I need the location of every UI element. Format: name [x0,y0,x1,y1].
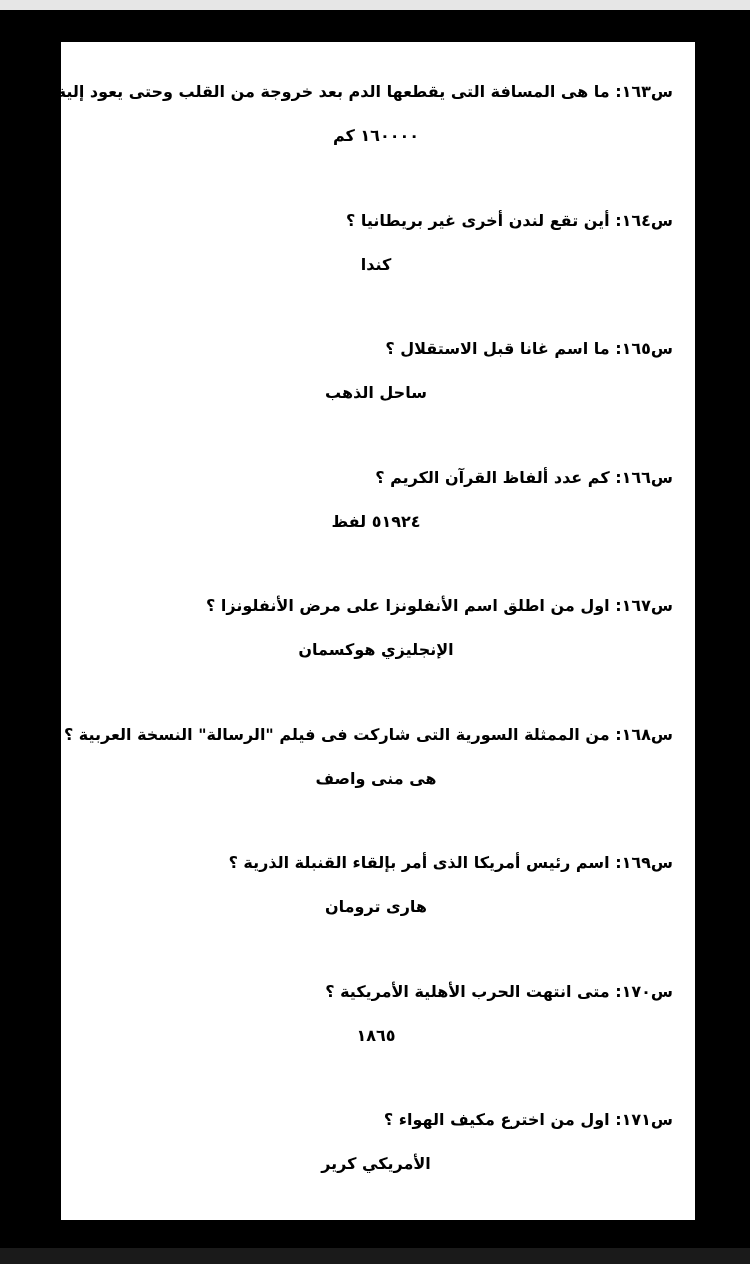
qa-item [79,980,673,1109]
qa-item [63,723,673,852]
question-text: س١٦٤: أين تقع لندن أخرى غير بريطانيا ؟ [346,210,673,230]
answer-text: ساحل الذهب [325,383,427,402]
document-page [5,42,695,1220]
answer-text: الإنجليزي هوكسمان [298,640,454,659]
answer-text: هارى ترومان [324,897,428,916]
qa-item [79,337,673,466]
answer-text: ١٨٦٥ [356,1025,396,1045]
qa-item [5,80,673,209]
answer-text: ١٦٠٠٠٠ كم [332,126,419,145]
answer-text: الأمريكي كرير [321,1154,431,1173]
question-text: س١٦٨: من الممثلة السورية التى شاركت فى فيلم "الرسالة" النسخة العربية ؟ [63,724,673,744]
answer-text: هى منى واصف [315,768,437,788]
top-status-strip [0,0,750,10]
qa-item [79,466,673,595]
question-text: س١٦٥: ما اسم غانا قبل الاستقلال ؟ [385,339,673,358]
question-text: س١٦٧: اول من اطلق اسم الأنفلونزا على مرض الأنفلونزا ؟ [206,596,673,615]
qa-item [79,594,673,723]
question-text: س١٦٦: كم عدد ألفاظ القرآن الكريم ؟ [375,467,673,487]
qa-item [79,209,673,338]
question-text: س١٦٣: ما هى المسافة التى يقطعها الدم بعد خروجة من القلب وحتى يعود إلية ثانياً ؟ [5,82,673,101]
question-text: س١٦٩: اسم رئيس أمريكا الذى أمر بإلقاء القنبلة الذرية ؟ [228,853,673,872]
qa-item [79,851,673,980]
answer-text: كندا [360,254,392,274]
question-text: س١٧١: اول من اخترع مكيف الهواء ؟ [383,1110,673,1129]
answer-text: ٥١٩٢٤ لفظ [331,511,421,531]
question-text: س١٧٠: متى انتهت الحرب الأهلية الأمريكية ؟ [325,981,673,1001]
qa-item [79,1108,673,1237]
bottom-navigation-strip [0,1248,750,1264]
